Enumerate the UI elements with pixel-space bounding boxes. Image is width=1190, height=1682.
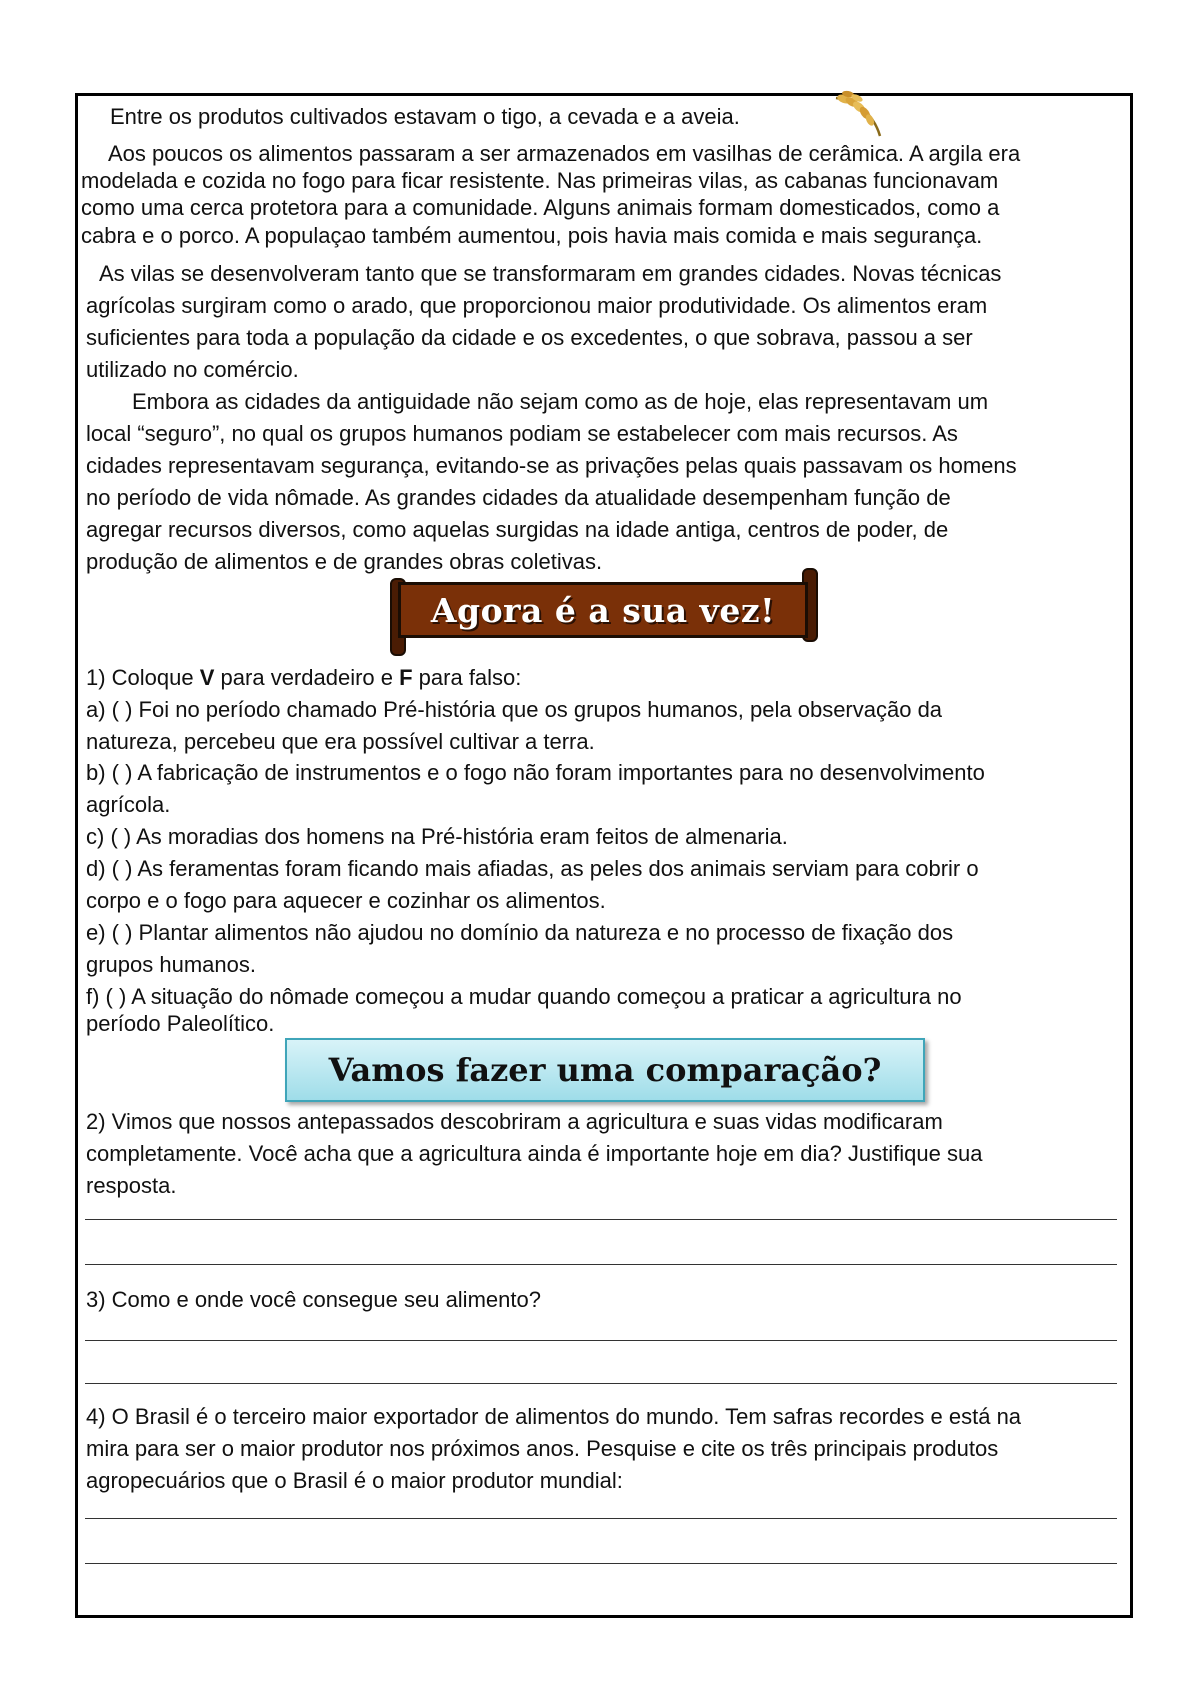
paragraph-4-line: local “seguro”, no qual os grupos humanos podiam se estabelecer com mais recursos. As	[86, 421, 958, 446]
question-1-item-b: b) ( ) A fabricação de instrumentos e o fogo não foram importantes para no desenvolvimento	[86, 760, 985, 785]
question-1-intro	[86, 662, 521, 693]
question-3-line: 3) Como e onde você consegue seu alimento?	[86, 1287, 541, 1312]
paragraph-3-line: suficientes para toda a população da cidade e os excedentes, o que sobrava, passou a ser	[86, 325, 973, 350]
answer-line[interactable]	[85, 1563, 1117, 1564]
question-1-item-e-cont: grupos humanos.	[86, 952, 256, 977]
paragraph-4-line: cidades representavam segurança, evitando-se as privações pelas quais passavam os homens	[86, 453, 1017, 478]
paragraph-2-line: modelada e cozida no fogo para ficar resistente. Nas primeiras vilas, as cabanas funcionavam	[81, 168, 999, 193]
true-letter: V	[199, 665, 215, 690]
intro-text: para falso:	[412, 665, 522, 690]
question-1-item-d-cont: corpo e o fogo para aquecer e cozinhar os alimentos.	[86, 888, 606, 913]
banner-title: Vamos fazer uma comparação?	[328, 1051, 882, 1089]
question-4-line: mira para ser o maior produtor nos próximos anos. Pesquise e cite os três principais produtos	[86, 1436, 999, 1461]
question-1-item-a: a) ( ) Foi no período chamado Pré-história que os grupos humanos, pela observação da	[86, 697, 943, 722]
paragraph-3-line: As vilas se desenvolveram tanto que se transformaram em grandes cidades. Novas técnicas	[99, 261, 1002, 286]
intro-text: 1) Coloque	[86, 665, 200, 690]
paragraph-4-line: no período de vida nômade. As grandes cidades da atualidade desempenham função de	[86, 485, 951, 510]
question-1-item-f-cont: período Paleolítico.	[86, 1011, 275, 1036]
intro-text: para verdadeiro e	[214, 665, 400, 690]
answer-line[interactable]	[85, 1383, 1117, 1384]
answer-line[interactable]	[85, 1219, 1117, 1220]
answer-line[interactable]	[85, 1340, 1117, 1341]
paragraph-2-line: como uma cerca protetora para a comunidade. Alguns animais formam domesticados, como a	[81, 195, 1000, 220]
paragraph-4-line: produção de alimentos e de grandes obras coletivas.	[86, 549, 603, 574]
question-2-line: resposta.	[86, 1173, 177, 1198]
answer-line[interactable]	[85, 1518, 1117, 1519]
banner-title: Agora é a sua vez!	[430, 590, 776, 630]
paragraph-2-line: cabra e o porco. A populaçao também aumentou, pois havia mais comida e mais segurança.	[81, 223, 983, 248]
paragraph-3-line: agrícolas surgiram como o arado, que proporcionou maior produtividade. Os alimentos eram	[86, 293, 988, 318]
banner-body	[398, 582, 808, 638]
question-1-item-a-cont: natureza, percebeu que era possível cultivar a terra.	[86, 729, 595, 754]
wheat-icon	[832, 90, 884, 140]
question-2-line: completamente. Você acha que a agricultura ainda é importante hoje em dia? Justifique sua	[86, 1141, 983, 1166]
paragraph-4-line: Embora as cidades da antiguidade não sejam como as de hoje, elas representavam um	[132, 389, 989, 414]
false-letter: F	[399, 665, 413, 690]
question-2-line: 2) Vimos que nossos antepassados descobriram a agricultura e suas vidas modificaram	[86, 1109, 943, 1134]
paragraph-3-line: utilizado no comércio.	[86, 357, 299, 382]
question-1-item-f: f) ( ) A situação do nômade começou a mudar quando começou a praticar a agricultura no	[86, 984, 962, 1009]
paragraph-4-line: agregar recursos diversos, como aquelas surgidas na idade antiga, centros de poder, de	[86, 517, 949, 542]
answer-line[interactable]	[85, 1264, 1117, 1265]
section-banner-agora	[390, 574, 818, 646]
paragraph-1-line: Entre os produtos cultivados estavam o tigo, a cevada e a aveia.	[110, 104, 740, 129]
question-1-item-b-cont: agrícola.	[86, 792, 171, 817]
question-4-line: agropecuários que o Brasil é o maior produtor mundial:	[86, 1468, 623, 1493]
question-1-item-c: c) ( ) As moradias dos homens na Pré-história eram feitos de almenaria.	[86, 824, 788, 849]
question-4-line: 4) O Brasil é o terceiro maior exportador de alimentos do mundo. Tem safras recordes e está na	[86, 1404, 1022, 1429]
paragraph-2-line: Aos poucos os alimentos passaram a ser armazenados em vasilhas de cerâmica. A argila era	[108, 141, 1021, 166]
section-banner-comparacao	[285, 1038, 925, 1102]
question-1-item-d: d) ( ) As feramentas foram ficando mais afiadas, as peles dos animais serviam para cobrir o	[86, 856, 979, 881]
question-1-item-e: e) ( ) Plantar alimentos não ajudou no domínio da natureza e no processo de fixação dos	[86, 920, 954, 945]
